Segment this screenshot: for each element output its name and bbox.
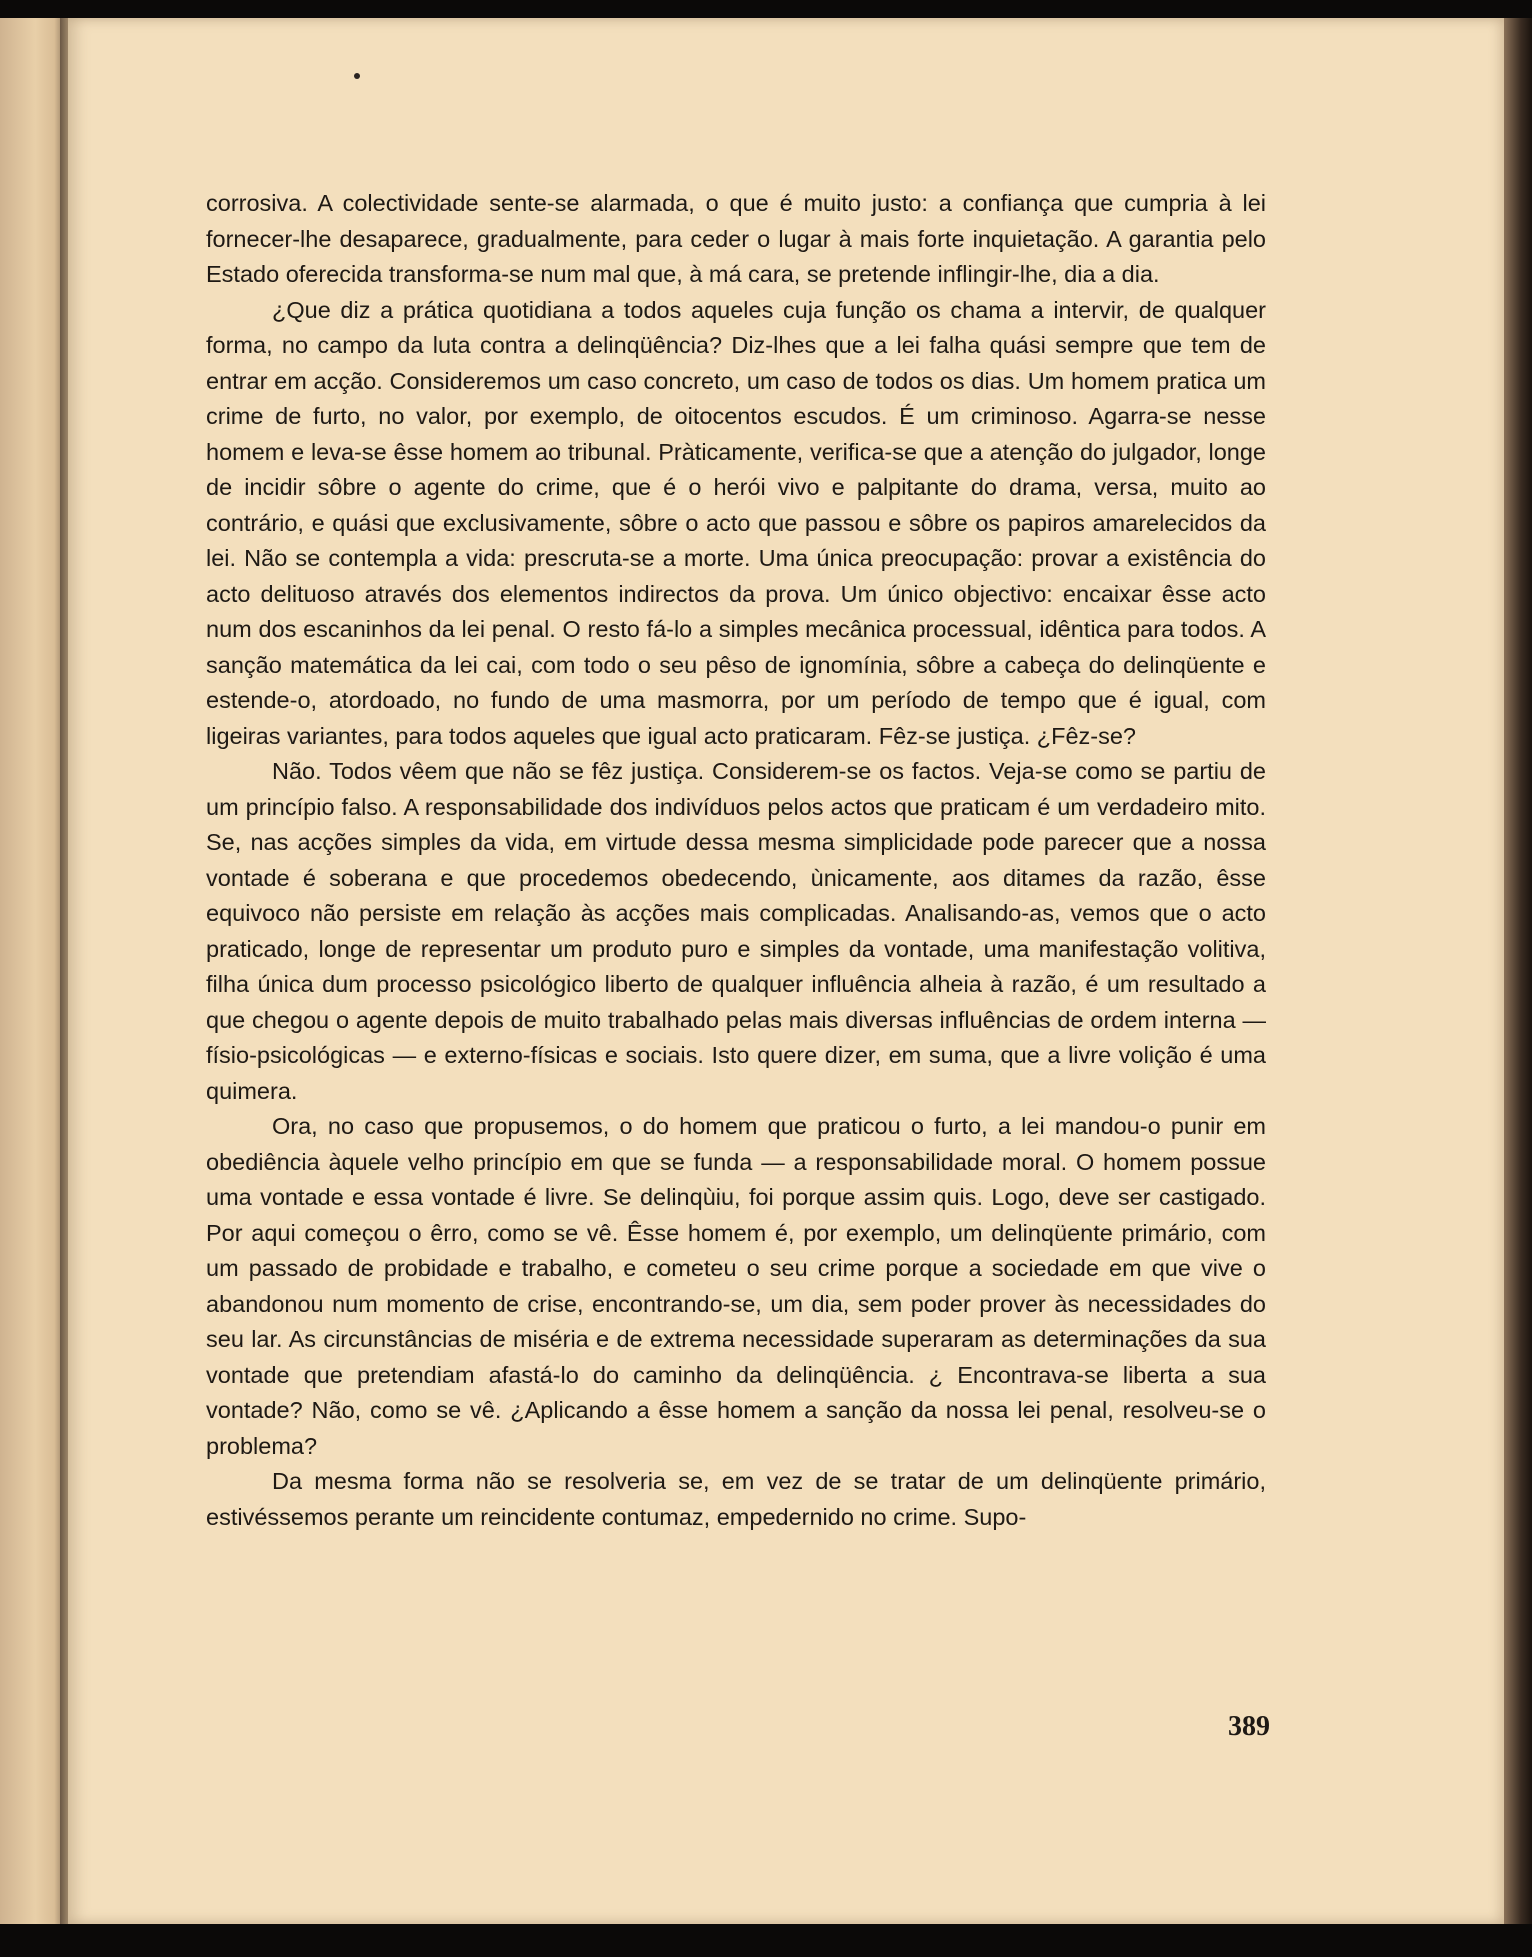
paragraph: ¿Que diz a prática quotidiana a todos aqueles cuja função os chama a intervir, de qualquer forma, no campo da luta contra a delinqüência? Diz-lhes que a lei falha quási sempre que tem de entrar em acção. Consideremos um caso concreto, um caso de todos os dias. Um homem pratica um crime de furto, no valor, por exemplo, de oitocentos escudos. É um criminoso. Agarra-se nesse homem e leva-se êsse homem ao tribunal. Pràticamente, verifica-se que a atenção do julgador, longe de incidir sôbre o agente do crime, que é o herói vivo e palpitante do drama, versa, muito ao contrário, e quási que exclusivamente, sôbre o acto que passou e sôbre os papiros amarelecidos da lei. Não se contempla a vida: prescruta-se a morte. Uma única preocupação: provar a existência do acto delituoso através dos elementos indirectos da prova. Um único objectivo: encaixar êsse acto num dos escaninhos da lei penal. O resto fá-lo a simples mecânica processual, idêntica para todos. A sanção matemática da lei cai, com todo o seu pêso de ignomínia, sôbre a cabeça do delinqüente e estende-o, atordoado, no fundo de uma masmorra, por um período de tempo que é igual, com ligeiras variantes, para todos aqueles que igual acto praticaram. Fêz-se justiça. ¿Fêz-se? (206, 296, 1266, 749)
facing-page-edge (0, 18, 64, 1924)
page-right-edge (1504, 18, 1532, 1924)
page-number: 389 (1228, 1711, 1270, 1742)
scan-bottom-border (0, 1924, 1532, 1957)
paragraph: Da mesma forma não se resolveria se, em vez de se tratar de um delinqüente primário, estivéssemos perante um reincidente contumaz, empedernido no crime. Supo- (206, 1468, 1266, 1530)
paper-speck (354, 73, 360, 79)
paragraph: Não. Todos vêem que não se fêz justiça. Considerem-se os factos. Veja-se como se partiu de um princípio falso. A responsabilidade dos indivíduos pelos actos que praticam é um verdadeiro mito. Se, nas acções simples da vida, em virtude dessa mesma simplicidade pode parecer que a nossa vontade é soberana e que procedemos obedecendo, ùnicamente, aos ditames da razão, êsse equivoco não persiste em relação às acções mais complicadas. Analisando-as, vemos que o acto praticado, longe de representar um produto puro e simples da vontade, uma manifestação volitiva, filha única dum processo psicológico liberto de qualquer influência alheia à razão, é um resultado a que chegou o agente depois de muito trabalhado pelas mais diversas influências de ordem interna — físio-psicológicas — e externo-físicas e sociais. Isto quere dizer, em suma, que a livre volição é uma quimera. (206, 758, 1266, 1104)
paragraph-continuation: corrosiva. A colectividade sente-se alarmada, o que é muito justo: a confiança que cumpria à lei fornecer-lhe desaparece, gradualmente, para ceder o lugar à mais forte inquietação. A garantia pelo Estado oferecida transforma-se num mal que, à má cara, se pretende inflingir-lhe, dia a dia. (206, 190, 1266, 287)
paragraph: Ora, no caso que propusemos, o do homem que praticou o furto, a lei mandou-o punir em obediência àquele velho princípio em que se funda — a responsabilidade moral. O homem possue uma vontade e essa vontade é livre. Se delinqùiu, foi porque assim quis. Logo, deve ser castigado. Por aqui começou o êrro, como se vê. Êsse homem é, por exemplo, um delinqüente primário, com um passado de probidade e trabalho, e cometeu o seu crime porque a sociedade em que vive o abandonou num momento de crise, encontrando-se, um dia, sem poder prover às necessidades do seu lar. As circunstâncias de miséria e de extrema necessidade superaram as determinações da sua vontade que pretendiam afastá-lo do caminho da delinqüência. ¿ Encontrava-se liberta a sua vontade? Não, como se vê. ¿Aplicando a êsse homem a sanção da nossa lei penal, resolveu-se o problema? (206, 1113, 1266, 1459)
body-text (206, 186, 1266, 1535)
scan-top-border (0, 0, 1532, 18)
